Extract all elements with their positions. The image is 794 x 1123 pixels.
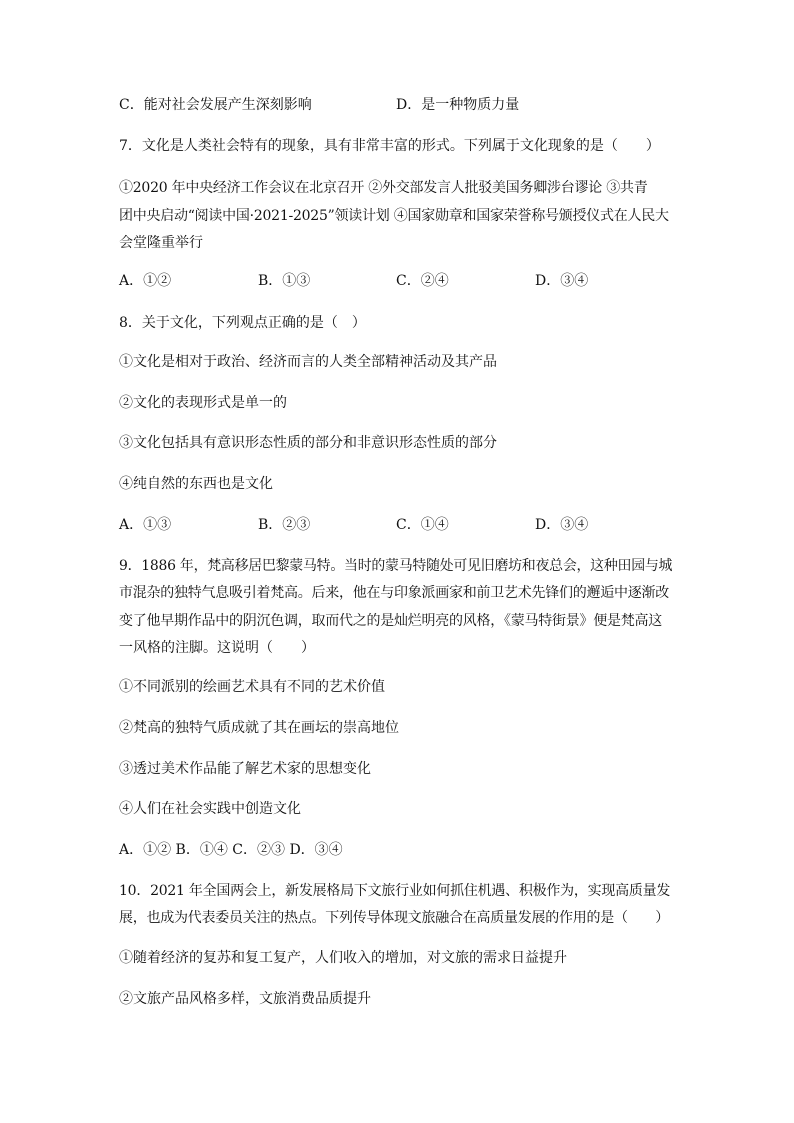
q7-statement-line-1: ①2020 年中央经济工作会议在北京召开 ②外交部发言人批驳美国务卿涉台谬论 ③共青: [119, 180, 648, 196]
q8-option-d: D．③④: [535, 517, 589, 533]
q8-option-c: C．①④: [396, 517, 449, 533]
q8-statement-2: ②文化的表现形式是单一的: [119, 395, 287, 411]
q8-stem: 8．关于文化，下列观点正确的是（ ）: [119, 315, 366, 331]
q10-stem-line-2: 展，也成为代表委员关注的热点。下列传导体现文旅融合在高质量发展的作用的是（ ）: [119, 910, 669, 926]
q8-statement-1: ①文化是相对于政治、经济而言的人类全部精神活动及其产品: [119, 354, 497, 370]
q9-statement-4: ④人们在社会实践中创造文化: [119, 801, 301, 817]
q10-stem-line-1: 10．2021 年全国两会上，新发展格局下文旅行业如何抓住机遇、积极作为，实现高质量发: [119, 883, 671, 899]
q9-stem-line-2: 市混杂的独特气息吸引着梵高。后来，他在与印象派画家和前卫艺术先锋们的邂逅中逐渐改: [119, 585, 669, 601]
q10-statement-1: ①随着经济的复苏和复工复产，人们收入的增加，对文旅的需求日益提升: [119, 950, 567, 966]
q8-statement-3: ③文化包括具有意识形态性质的部分和非意识形态性质的部分: [119, 435, 497, 451]
q7-option-c: C．②④: [396, 273, 449, 289]
q9-options: A．①② B．①④ C．②③ D．③④: [119, 842, 343, 858]
q9-statement-2: ②梵高的独特气质成就了其在画坛的崇高地位: [119, 720, 399, 736]
q9-stem-line-4: 一风格的注脚。这说明（ ）: [119, 640, 315, 656]
q7-stem: 7．文化是人类社会特有的现象，具有非常丰富的形式。下列属于文化现象的是（ ）: [119, 138, 660, 154]
q6-option-c: C．能对社会发展产生深刻影响: [119, 97, 312, 113]
q9-statement-1: ①不同派别的绘画艺术具有不同的艺术价值: [119, 679, 385, 695]
q6-option-d: D．是一种物质力量: [396, 97, 520, 113]
q7-statement-line-3: 会堂隆重举行: [119, 235, 203, 251]
q9-stem-line-1: 9．1886 年，梵高移居巴黎蒙马特。当时的蒙马特随处可见旧磨坊和夜总会，这种田园与城: [119, 558, 673, 574]
q7-option-b: B．①③: [258, 273, 311, 289]
q8-statement-4: ④纯自然的东西也是文化: [119, 476, 273, 492]
q7-option-d: D．③④: [535, 273, 589, 289]
q9-stem-line-3: 变了他早期作品中的阴沉色调，取而代之的是灿烂明亮的风格，《蒙马特街景》便是梵高这: [119, 613, 662, 629]
q7-option-a: A．①②: [119, 273, 172, 289]
q7-statement-line-2: 团中央启动“阅读中国·2021-2025”领读计划 ④国家勋章和国家荣誉称号颁授仪式在人民大: [119, 208, 669, 224]
q9-statement-3: ③透过美术作品能了解艺术家的思想变化: [119, 761, 371, 777]
q10-statement-2: ②文旅产品风格多样，文旅消费品质提升: [119, 991, 371, 1007]
q8-option-a: A．①③: [119, 517, 172, 533]
q8-option-b: B．②③: [258, 517, 311, 533]
